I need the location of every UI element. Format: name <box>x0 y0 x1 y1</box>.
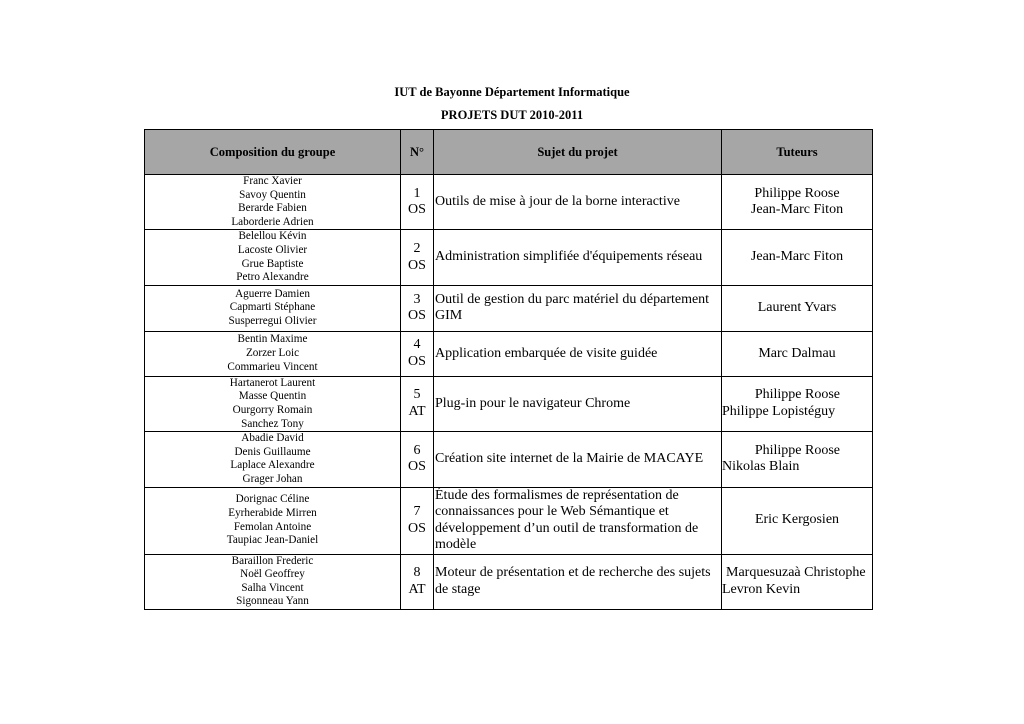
member-name: Bentin Maxime <box>237 333 308 346</box>
member-name: Masse Quentin <box>238 390 307 403</box>
group-members <box>145 376 401 431</box>
member-name: Zorzer Loic <box>245 346 300 359</box>
tutor-name: Philippe Roose <box>754 387 840 403</box>
project-code: AT <box>408 403 426 419</box>
project-subject: Moteur de présentation et de recherche des sujets de stage <box>434 554 722 609</box>
tutor-name: Levron Kevin <box>722 581 801 597</box>
tutor-name: Laurent Yvars <box>757 300 837 315</box>
project-number-value: 3 <box>413 291 421 307</box>
project-tutors <box>722 432 873 487</box>
project-number-value: 1 <box>413 185 421 201</box>
member-name: Grue Baptiste <box>241 257 304 270</box>
project-code: OS <box>408 520 426 536</box>
table-row <box>145 175 873 230</box>
group-members <box>145 554 401 609</box>
project-number <box>401 487 434 554</box>
table-row <box>145 285 873 331</box>
projects-table <box>144 129 873 610</box>
project-code: OS <box>408 202 426 218</box>
project-number-value: 4 <box>413 337 421 353</box>
project-number <box>401 175 434 230</box>
member-name: Franc Xavier <box>243 175 302 187</box>
tutor-name: Jean-Marc Fiton <box>750 202 844 218</box>
member-name: Hartanerot Laurent <box>229 376 316 389</box>
project-tutors <box>722 376 873 431</box>
table-row <box>145 230 873 285</box>
member-name: Noël Geoffrey <box>240 568 305 581</box>
project-tutors <box>722 175 873 230</box>
member-name: Taupiac Jean-Daniel <box>226 534 319 547</box>
member-name: Femolan Antoine <box>233 520 312 533</box>
member-name: Grager Johan <box>242 472 303 485</box>
project-number-value: 8 <box>413 565 421 581</box>
member-name: Lacoste Olivier <box>237 243 308 256</box>
table-header-row <box>145 130 873 175</box>
group-members <box>145 230 401 285</box>
member-name: Ourgorry Romain <box>232 403 313 416</box>
member-name: Berarde Fabien <box>238 202 307 215</box>
member-name: Sigonneau Yann <box>236 595 309 608</box>
member-name: Commarieu Vincent <box>227 360 318 373</box>
member-name: Capmarti Stéphane <box>229 301 316 314</box>
project-code: OS <box>408 459 426 475</box>
project-tutors <box>722 230 873 285</box>
member-name: Susperregui Olivier <box>228 315 317 328</box>
tutor-name: Eric Kergosien <box>754 512 840 528</box>
member-name: Eyrherabide Mirren <box>228 506 317 519</box>
table-row <box>145 331 873 376</box>
project-code: AT <box>408 581 426 597</box>
project-number <box>401 376 434 431</box>
project-number-value: 6 <box>413 442 421 458</box>
project-subject: Administration simplifiée d'équipements réseau <box>434 230 722 285</box>
table-row <box>145 432 873 487</box>
project-number-value: 7 <box>413 504 421 519</box>
member-name: Baraillon Frederic <box>231 554 314 567</box>
member-name: Denis Guillaume <box>234 445 311 458</box>
column-header-number: N° <box>401 130 434 175</box>
project-tutors <box>722 554 873 609</box>
member-name: Sanchez Tony <box>241 417 304 430</box>
tutor-name: Nikolas Blain <box>722 459 800 475</box>
group-members <box>145 285 401 331</box>
tutor-name: Philippe Roose <box>754 442 840 458</box>
table-row <box>145 487 873 554</box>
member-name: Savoy Quentin <box>239 188 306 201</box>
project-number <box>401 432 434 487</box>
column-header-tutors: Tuteurs <box>722 130 873 175</box>
project-tutors <box>722 331 873 376</box>
member-name: Abadie David <box>241 432 304 445</box>
project-subject: Outil de gestion du parc matériel du département GIM <box>434 285 722 331</box>
project-number-value: 2 <box>413 241 421 257</box>
group-members <box>145 175 401 230</box>
column-header-group: Composition du groupe <box>145 130 401 175</box>
member-name: Aguerre Damien <box>235 287 310 300</box>
project-number <box>401 285 434 331</box>
member-name: Dorignac Céline <box>235 493 310 506</box>
project-tutors <box>722 285 873 331</box>
project-code: OS <box>408 353 426 369</box>
tutor-name: Marc Dalmau <box>758 345 836 361</box>
table-row <box>145 554 873 609</box>
group-members <box>145 487 401 554</box>
member-name: Laplace Alexandre <box>230 459 315 472</box>
tutor-name: Jean-Marc Fiton <box>750 249 844 265</box>
project-subject: Étude des formalismes de représentation de connaissances pour le Web Sémantique et développement d’un outil de transformation de modèle <box>434 487 722 554</box>
project-number-value: 5 <box>413 387 421 403</box>
table-row <box>145 376 873 431</box>
member-name: Salha Vincent <box>241 581 304 594</box>
document-subtitle: PROJETS DUT 2010-2011 <box>440 108 584 122</box>
tutor-name: Philippe Lopistéguy <box>722 403 836 419</box>
tutor-name: Philippe Roose <box>754 185 840 201</box>
project-number <box>401 230 434 285</box>
project-number <box>401 331 434 376</box>
group-members <box>145 331 401 376</box>
document-title: IUT de Bayonne Département Informatique <box>394 85 630 99</box>
project-code: OS <box>408 257 426 273</box>
member-name: Belellou Kévin <box>238 230 307 243</box>
project-code: OS <box>408 308 426 324</box>
tutor-name: Marquesuzaà Christophe <box>726 565 866 581</box>
project-tutors <box>722 487 873 554</box>
member-name: Petro Alexandre <box>236 271 309 284</box>
project-subject: Application embarquée de visite guidée <box>434 331 722 376</box>
project-subject: Plug-in pour le navigateur Chrome <box>434 376 722 431</box>
member-name: Laborderie Adrien <box>231 215 314 228</box>
project-number <box>401 554 434 609</box>
project-subject: Création site internet de la Mairie de MACAYE <box>434 432 722 487</box>
column-header-subject: Sujet du projet <box>434 130 722 175</box>
project-subject: Outils de mise à jour de la borne interactive <box>434 175 722 230</box>
group-members <box>145 432 401 487</box>
